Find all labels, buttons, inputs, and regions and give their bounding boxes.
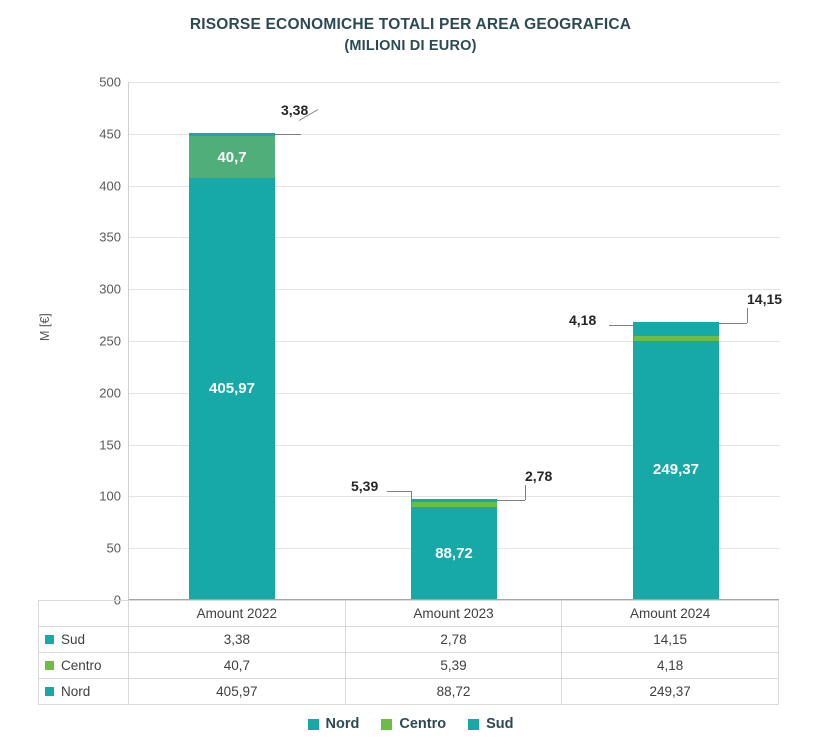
gridline-500 [99,74,780,90]
y-tick-350: 350 [99,229,121,245]
y-tick-500: 500 [99,74,121,90]
leader-line-sud-2022 [275,134,301,135]
bar-label-nord-2024: 249,37 [653,461,699,479]
table-rowlabel-centro: Centro [61,658,102,673]
callout-sud-2024: 14,15 [747,291,783,307]
bar-segment-sud-2022[interactable] [189,133,275,137]
legend-swatch-nord-icon [308,719,319,730]
chart-legend [0,716,821,732]
table-rowhead-nord [39,679,129,705]
legend-item-sud[interactable] [468,716,513,732]
table-cell-centro-2023: 5,39 [345,653,562,679]
table-cell-sud-2022: 3,38 [129,627,346,653]
table-rowlabel-sud: Sud [61,632,86,647]
y-tick-400: 400 [99,178,121,194]
bar-label-nord-2023: 88,72 [435,544,473,562]
callout-centro-2023: 5,39 [351,478,379,494]
swatch-nord-icon [45,687,54,696]
table-cell-nord-2022: 405,97 [129,679,346,705]
bar-segment-nord-2022[interactable] [189,178,275,599]
table-rowlabel-nord: Nord [61,684,91,699]
y-tick-50: 50 [106,540,121,556]
bar-segment-sud-2023[interactable] [411,499,497,502]
bar-amount-2024[interactable] [633,322,719,599]
leader-line-centro-2023 [387,491,411,492]
bar-label-nord-2022: 405,97 [209,380,255,398]
bar-amount-2023[interactable] [411,499,497,599]
y-tick-200: 200 [99,385,121,401]
callout-sud-2023: 2,78 [525,468,553,484]
table-cell-centro-2024: 4,18 [562,653,779,679]
leader-line-sud-2023 [497,500,525,501]
bar-segment-centro-2023[interactable] [411,502,497,508]
table-cell-centro-2022: 40,7 [129,653,346,679]
chart-subtitle: (MILIONI DI EURO) [344,38,477,55]
callout-centro-2024: 4,18 [569,312,597,328]
legend-item-centro[interactable] [381,716,446,732]
table-header-blank [39,601,129,627]
swatch-sud-icon [45,635,54,644]
table-row [39,627,779,653]
bar-segment-sud-2024[interactable] [633,322,719,337]
table-row [39,653,779,679]
leader-line-centro-2024 [609,325,633,326]
data-table [38,600,779,705]
table-cell-sud-2024: 14,15 [562,627,779,653]
table-header-2023: Amount 2023 [345,601,562,627]
table-rowhead-centro [39,653,129,679]
y-tick-450: 450 [99,126,121,142]
bar-segment-nord-2024[interactable] [633,341,719,599]
leader-line-sud-2023-v [525,485,526,500]
plot-area [99,74,783,608]
legend-swatch-sud-icon [468,719,479,730]
leader-line-sud-2024 [719,323,747,324]
y-tick-300: 300 [99,281,121,297]
legend-swatch-centro-icon [381,719,392,730]
table-header-2024: Amount 2024 [562,601,779,627]
table-rowhead-sud [39,627,129,653]
bar-segment-centro-2024[interactable] [633,336,719,340]
table-cell-nord-2024: 249,37 [562,679,779,705]
legend-label-centro: Centro [399,716,447,732]
table-row [39,679,779,705]
bar-label-centro-2022: 40,7 [217,148,247,166]
callout-sud-2022: 3,38 [281,102,309,118]
leader-line-centro-2024-v [633,325,634,340]
table-header-2022: Amount 2022 [129,601,346,627]
bar-amount-2022[interactable] [189,133,275,599]
chart-title-line1: RISORSE ECONOMICHE TOTALI PER AREA GEOGRAFICA [189,16,632,33]
y-tick-100: 100 [99,488,121,504]
y-axis-title: M [€] [38,313,52,341]
y-tick-250: 250 [99,333,121,349]
table-header-row [39,601,779,627]
table-cell-nord-2023: 88,72 [345,679,562,705]
legend-item-nord[interactable] [308,716,360,732]
chart-title [0,14,821,57]
y-tick-0: 0 [113,592,121,608]
swatch-centro-icon [45,661,54,670]
leader-line-sud-2024-v [747,308,748,323]
legend-label-nord: Nord [325,716,360,732]
leader-line-centro-2023-v [411,491,412,506]
table-cell-sud-2023: 2,78 [345,627,562,653]
bar-segment-nord-2023[interactable] [411,507,497,599]
bar-segment-centro-2022[interactable] [189,136,275,178]
y-tick-150: 150 [99,437,121,453]
legend-label-sud: Sud [486,716,514,732]
